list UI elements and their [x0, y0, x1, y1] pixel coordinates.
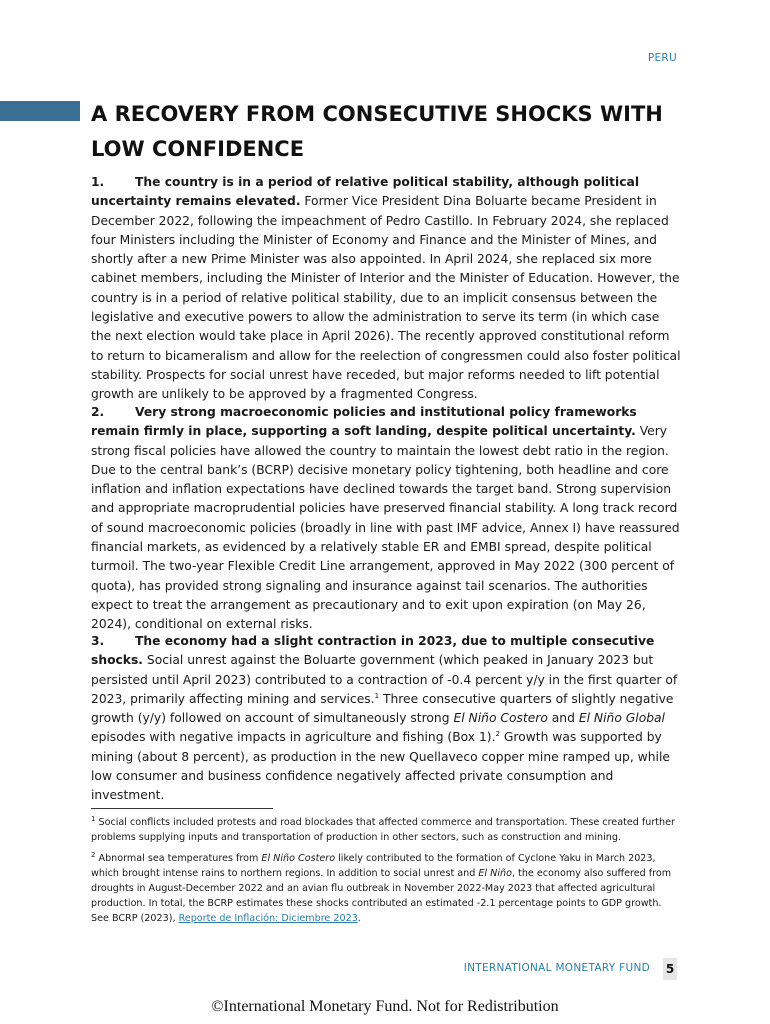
section-title: A RECOVERY FROM CONSECUTIVE SHOCKS WITH LOW CONFIDENCE — [91, 102, 663, 161]
emphasis: El Niño Costero — [453, 711, 548, 726]
paragraph-3 — [91, 632, 681, 806]
report-link[interactable]: Reporte de Inflación: Diciembre 2023 — [178, 913, 358, 924]
footnote-text: . — [357, 913, 361, 924]
emphasis: El Niño Costero — [261, 853, 336, 864]
footnote-text: Social conflicts included protests and road blockades that affected commerce and transportation. These created further problems supplying inputs and transportation of production in other sectors, such as construction and mining. — [91, 817, 675, 843]
footnote-text: likely contributed to the formation of Cyclone Yaku in March 2023, which brought intense rains to northern regions. In addition to social unrest and — [91, 853, 656, 879]
footnote-mark: 2 — [91, 850, 96, 859]
footer-org: INTERNATIONAL MONETARY FUND — [463, 962, 650, 974]
watermark: ©International Monetary Fund. Not for Redistribution — [211, 998, 559, 1015]
footnote-ref[interactable]: 1 — [374, 691, 380, 700]
paragraph-lead: The country is in a period of relative political stability, although political uncertainty remains elevated. — [91, 175, 640, 209]
paragraph-body: Very strong fiscal policies have allowed the country to maintain the lowest debt ratio in the region. Due to the central bank’s (BCRP) decisive monetary policy tightening, both headline and core inflation and inflation expectations have declined towards the target band. Strong supervision and appropriate macroprudential policies have preserved financial stability. A long track record of sound macroeconomic policies (broadly in line with past IMF advice, Annex I) have reassured financial markets, as evidenced by a relatively stable ER and EMBI spread, despite political turmoil. The two-year Flexible Credit Line arrangement, approved in May 2022 (300 percent of quota), has provided strong signaling and insurance against tail scenarios. The authorities expect to treat the arrangement as precautionary and to exit upon expiration (on May 26, 2024), conditional on external risks. — [91, 424, 680, 632]
emphasis: El Niño — [478, 868, 512, 879]
paragraph-body: Social unrest against the Boluarte government (which peaked in January 2023 but persisted until April 2023) contributed to a contraction of -0.4 percent y/y in the first quarter of 2023, primarily affecting mining and services. — [91, 653, 678, 706]
paragraph-body: and — [547, 711, 579, 726]
footnote-ref[interactable]: 2 — [495, 730, 500, 739]
paragraph-number: 2. — [91, 405, 105, 419]
emphasis: El Niño Global — [578, 711, 665, 726]
paragraph-number: 1. — [91, 175, 105, 189]
paragraph-1 — [91, 173, 681, 405]
paragraph-body: Former Vice President Dina Boluarte became President in December 2022, following the impeachment of Pedro Castillo. In February 2024, she replaced four Ministers including the Minister of Economy and Finance and the Minister of Mines, and shortly after a new Prime Minister was also appointed. In April 2024, she replaced six more cabinet members, including the Minister of Interior and the Minister of Education. However, the country is in a period of relative political stability, due to an implicit consensus between the legislative and executive powers to allow the administration to serve its term (in which case the next election would take place in April 2026). The recently approved constitutional reform to return to bicameralism and allow for the reelection of congressmen could also foster political stability. Prospects for social unrest have receded, but major reforms needed to lift potential growth are unlikely to be approved by a fragmented Congress. — [91, 194, 681, 402]
paragraph-2 — [91, 403, 681, 635]
footnote-text: Abnormal sea temperatures from — [95, 853, 262, 864]
paragraph-lead: The economy had a slight contraction in 2023, due to multiple consecutive shocks. — [91, 634, 655, 668]
footnote-2 — [91, 851, 681, 926]
section-accent-bar — [0, 101, 80, 121]
footnote-text: , the economy also suffered from droughts in August-December 2022 and an avian flu outbreak in November 2022-May 2023 that affected agricultural production. In total, the BCRP estimates these shocks contributed an estimated -2.1 percentage points to GDP growth. See BCRP (2023), — [91, 868, 672, 924]
page-number: 5 — [663, 958, 677, 980]
paragraph-body: Growth was supported by mining (about 8 percent), as production in the new Quellaveco copper mine ramped up, while low consumer and business confidence negatively affected private consumption and investment. — [91, 730, 670, 803]
paragraph-lead: Very strong macroeconomic policies and institutional policy frameworks remain firmly in place, supporting a soft landing, despite political uncertainty. — [91, 405, 637, 439]
footnote-1 — [91, 815, 681, 845]
paragraph-number: 3. — [91, 634, 105, 648]
footnote-mark: 1 — [91, 814, 96, 823]
running-header: PERU — [647, 52, 677, 64]
paragraph-body: episodes with negative impacts in agriculture and fishing (Box 1). — [91, 730, 496, 745]
paragraph-body: Three consecutive quarters of slightly negative growth (y/y) followed on account of simultaneously strong — [91, 691, 674, 726]
footnote-divider — [91, 808, 273, 809]
